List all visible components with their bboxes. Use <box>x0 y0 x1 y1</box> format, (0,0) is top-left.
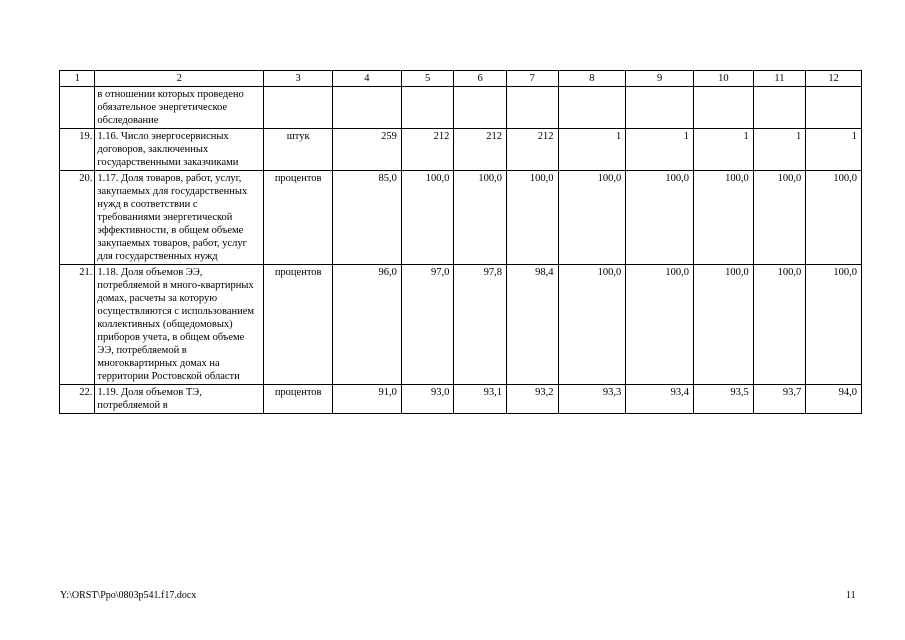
indicator-name-cell: в отношении которых проведено обязательное энергетическое обследование <box>95 87 264 129</box>
table-row <box>60 265 862 385</box>
value-cell: 259 <box>333 129 402 171</box>
value-cell <box>694 87 754 129</box>
header-cell: 4 <box>333 71 402 87</box>
value-cell: 93,2 <box>506 385 558 414</box>
table-row <box>60 385 862 414</box>
value-cell <box>753 87 806 129</box>
unit-cell: процентов <box>264 385 333 414</box>
value-cell: 100,0 <box>454 171 507 265</box>
value-cell: 100,0 <box>806 171 862 265</box>
value-cell <box>626 87 694 129</box>
value-cell: 91,0 <box>333 385 402 414</box>
value-cell: 96,0 <box>333 265 402 385</box>
row-number-cell: 21. <box>60 265 95 385</box>
header-cell: 10 <box>694 71 754 87</box>
indicator-name-cell: 1.18. Доля объемов ЭЭ, потребляемой в много-квартирных домах, расчеты за которую осуществляются с использованием коллективных (общедомовых) приборов учета, в общем объеме ЭЭ, потребляемой в многоквартирных домах на территории Ростовской области <box>95 265 264 385</box>
value-cell: 93,4 <box>626 385 694 414</box>
header-cell: 5 <box>401 71 454 87</box>
header-cell: 7 <box>506 71 558 87</box>
value-cell: 100,0 <box>558 171 626 265</box>
page-number: 11 <box>846 590 856 601</box>
value-cell: 212 <box>401 129 454 171</box>
value-cell: 100,0 <box>806 265 862 385</box>
value-cell: 97,8 <box>454 265 507 385</box>
header-cell: 3 <box>264 71 333 87</box>
value-cell <box>506 87 558 129</box>
value-cell <box>333 87 402 129</box>
value-cell: 100,0 <box>506 171 558 265</box>
unit-cell: штук <box>264 129 333 171</box>
row-number-cell <box>60 87 95 129</box>
unit-cell <box>264 87 333 129</box>
value-cell: 1 <box>806 129 862 171</box>
value-cell: 100,0 <box>694 171 754 265</box>
table-row <box>60 87 862 129</box>
value-cell: 93,0 <box>401 385 454 414</box>
header-cell: 1 <box>60 71 95 87</box>
value-cell: 1 <box>558 129 626 171</box>
value-cell: 1 <box>694 129 754 171</box>
value-cell: 93,1 <box>454 385 507 414</box>
header-cell: 6 <box>454 71 507 87</box>
value-cell: 85,0 <box>333 171 402 265</box>
indicator-name-cell: 1.19. Доля объемов ТЭ, потребляемой в <box>95 385 264 414</box>
indicator-table <box>59 70 862 414</box>
header-cell: 9 <box>626 71 694 87</box>
column-number-row <box>60 71 862 87</box>
row-number-cell: 22. <box>60 385 95 414</box>
value-cell: 1 <box>626 129 694 171</box>
value-cell: 100,0 <box>626 265 694 385</box>
value-cell: 100,0 <box>626 171 694 265</box>
file-path: Y:\ORST\Ppo\0803p541.f17.docx <box>60 590 197 601</box>
value-cell <box>401 87 454 129</box>
value-cell: 93,7 <box>753 385 806 414</box>
header-cell: 11 <box>753 71 806 87</box>
value-cell: 100,0 <box>753 265 806 385</box>
table-row <box>60 171 862 265</box>
value-cell <box>558 87 626 129</box>
value-cell: 212 <box>454 129 507 171</box>
value-cell: 100,0 <box>694 265 754 385</box>
value-cell: 212 <box>506 129 558 171</box>
header-cell: 12 <box>806 71 862 87</box>
value-cell: 97,0 <box>401 265 454 385</box>
table-row <box>60 129 862 171</box>
row-number-cell: 20. <box>60 171 95 265</box>
value-cell: 93,3 <box>558 385 626 414</box>
value-cell: 100,0 <box>401 171 454 265</box>
value-cell: 100,0 <box>558 265 626 385</box>
header-cell: 2 <box>95 71 264 87</box>
row-number-cell: 19. <box>60 129 95 171</box>
value-cell <box>454 87 507 129</box>
value-cell: 98,4 <box>506 265 558 385</box>
unit-cell: процентов <box>264 265 333 385</box>
value-cell: 94,0 <box>806 385 862 414</box>
value-cell: 100,0 <box>753 171 806 265</box>
value-cell: 93,5 <box>694 385 754 414</box>
indicator-name-cell: 1.17. Доля товаров, работ, услуг, закупаемых для государственных нужд в соответствии с требованиями энергетической эффективности, в общем объеме закупаемых товаров, работ, услуг для государственных нужд <box>95 171 264 265</box>
value-cell: 1 <box>753 129 806 171</box>
unit-cell: процентов <box>264 171 333 265</box>
indicator-name-cell: 1.16. Число энергосервисных договоров, заключенных государственными заказчиками <box>95 129 264 171</box>
value-cell <box>806 87 862 129</box>
header-cell: 8 <box>558 71 626 87</box>
